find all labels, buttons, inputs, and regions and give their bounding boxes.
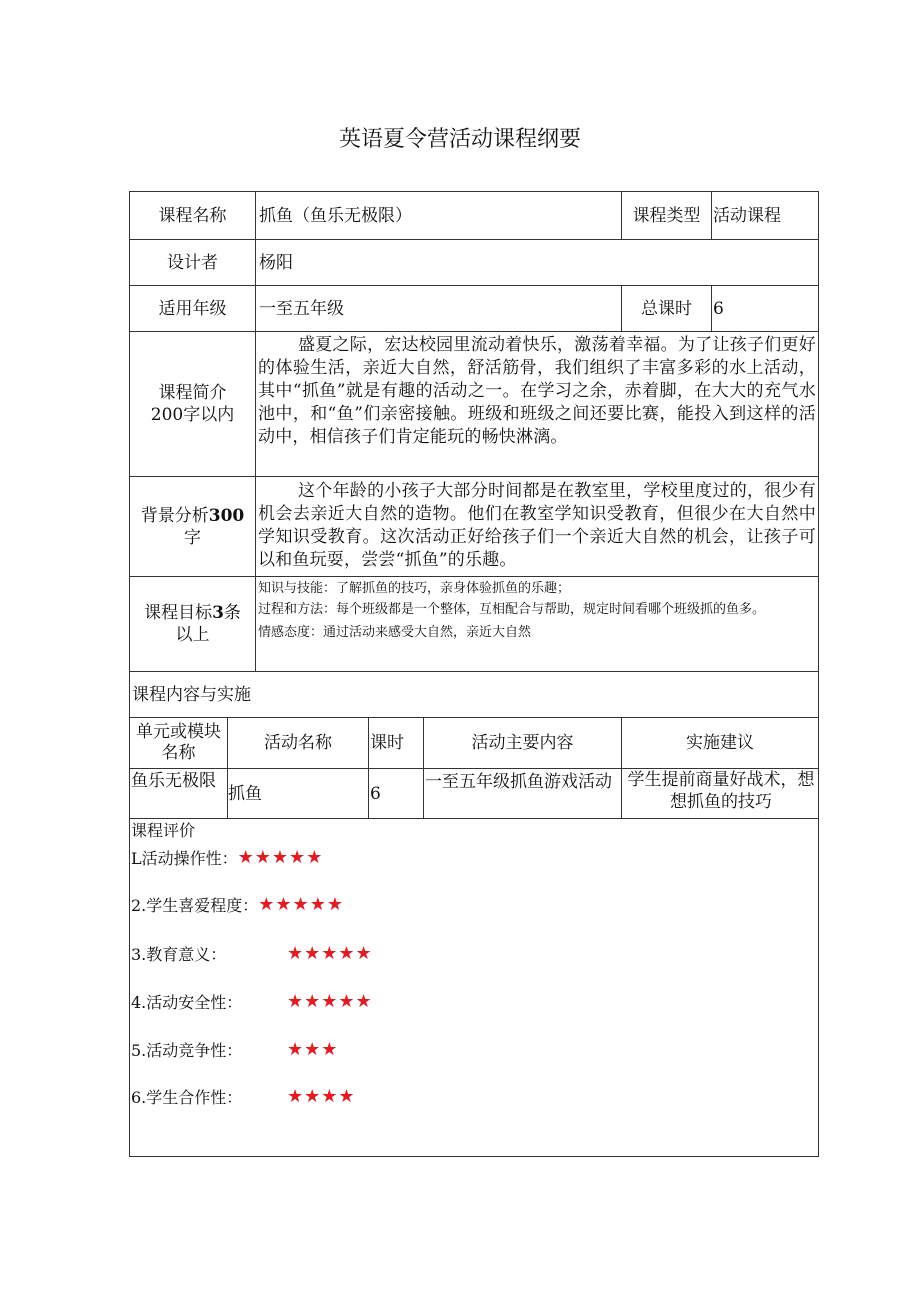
- intro-label: [130, 332, 255, 476]
- header-unit: [130, 718, 227, 768]
- intro-label-line2: 200字以内: [150, 405, 235, 425]
- star-rating: ★★★★★: [287, 942, 373, 964]
- evaluation-item: [131, 893, 344, 915]
- row-advice: 学生提前商量好战术，想想抓鱼的技巧: [627, 770, 815, 812]
- evaluation-label: 5.活动竞争性：: [131, 1040, 243, 1060]
- evaluation-label: 3.教育意义：: [131, 944, 227, 964]
- grade-label: 适用年级: [158, 298, 227, 319]
- row-main-content: 一至五年级抓鱼游戏活动: [425, 772, 612, 792]
- evaluation-label: 6.学生合作性：: [131, 1087, 243, 1107]
- background-label-num: 300: [208, 505, 245, 526]
- content-section-label: 课程内容与实施: [132, 684, 251, 705]
- goal-item: 过程和方法：每个班级都是一个整体，互相配合与帮助，规定时间看哪个班级抓的鱼多。: [258, 602, 766, 617]
- header-unit-line2: 名称: [161, 743, 196, 763]
- evaluation-item: [131, 1085, 356, 1107]
- page-title: 英语夏令营活动课程纲要: [338, 127, 581, 152]
- goals-label-num: 3: [212, 603, 224, 623]
- goals-label-suffix: 以上: [175, 625, 210, 645]
- total-hours-label: 总课时: [641, 298, 692, 319]
- goal-item: 知识与技能：了解抓鱼的技巧，亲身体验抓鱼的乐趣；: [258, 581, 571, 596]
- evaluation-item: [131, 1038, 338, 1060]
- goals-label-text: 课程目标: [144, 603, 213, 623]
- background-label: [130, 477, 255, 576]
- background-text: 这个年龄的小孩子大部分时间都是在教室里，学校里度过的，很少有机会去亲近大自然的造物。他们在教室学知识受教育，但很少在大自然中学知识受教育。这次活动正好给孩子们一个亲近大自然的机会，让孩子可以和鱼玩耍，尝尝“抓鱼”的乐趣。: [258, 481, 816, 570]
- header-hours: 课时: [370, 733, 404, 753]
- evaluation-label: 2.学生喜爱程度：: [131, 895, 259, 915]
- evaluation-section-label: 课程评价: [131, 821, 196, 840]
- total-hours-value: 6: [713, 298, 724, 319]
- intro-label-line1: 课程简介: [158, 383, 227, 403]
- course-name-value: 抓鱼（鱼乐无极限）: [259, 205, 412, 226]
- evaluation-label: L活动操作性：: [131, 848, 238, 868]
- star-rating: ★★★★: [287, 1085, 356, 1107]
- evaluation-item: [131, 846, 323, 868]
- row-unit: 鱼乐无极限: [131, 771, 216, 791]
- designer-label: 设计者: [167, 252, 218, 273]
- designer-value: 杨阳: [259, 252, 293, 273]
- goals-label: [130, 577, 255, 671]
- star-rating: ★★★★★: [237, 846, 324, 868]
- star-rating: ★★★★★: [258, 893, 344, 915]
- header-main-content: 活动主要内容: [471, 733, 574, 753]
- evaluation-item: [131, 990, 373, 1012]
- background-label-suffix: 字: [184, 527, 201, 548]
- row-activity: 抓鱼: [228, 783, 262, 804]
- star-rating: ★★★: [287, 1038, 339, 1060]
- goal-item: 情感态度：通过活动来感受大自然，亲近大自然: [258, 625, 532, 640]
- header-activity: 活动名称: [264, 733, 332, 753]
- course-type-label: 课程类型: [632, 205, 701, 226]
- evaluation-item: [131, 942, 373, 964]
- course-name-label: 课程名称: [158, 205, 227, 226]
- grade-value: 一至五年级: [259, 298, 344, 319]
- row-hours: 6: [370, 783, 381, 804]
- background-label-text: 背景分析: [140, 505, 209, 526]
- header-unit-line1: 单元或模块: [136, 722, 221, 742]
- goals-list: [258, 578, 816, 643]
- star-rating: ★★★★★: [287, 990, 373, 1012]
- evaluation-label: 4.活动安全性：: [131, 992, 243, 1012]
- intro-text: 盛夏之际，宏达校园里流动着快乐，激荡着幸福。为了让孩子们更好的体验生活，亲近大自然，舒活筋骨，我们组织了丰富多彩的水上活动，其中“抓鱼”就是有趣的活动之一。在学习之余，赤着脚，在大大的充气水池中，和“鱼”们亲密接触。班级和班级之间还要比赛，能投入到这样的活动中，相信孩子们肯定能玩的畅快淋漓。: [258, 335, 816, 447]
- header-advice: 实施建议: [686, 733, 754, 753]
- goals-label-unit: 条: [223, 603, 241, 623]
- course-type-value: 活动课程: [713, 205, 781, 226]
